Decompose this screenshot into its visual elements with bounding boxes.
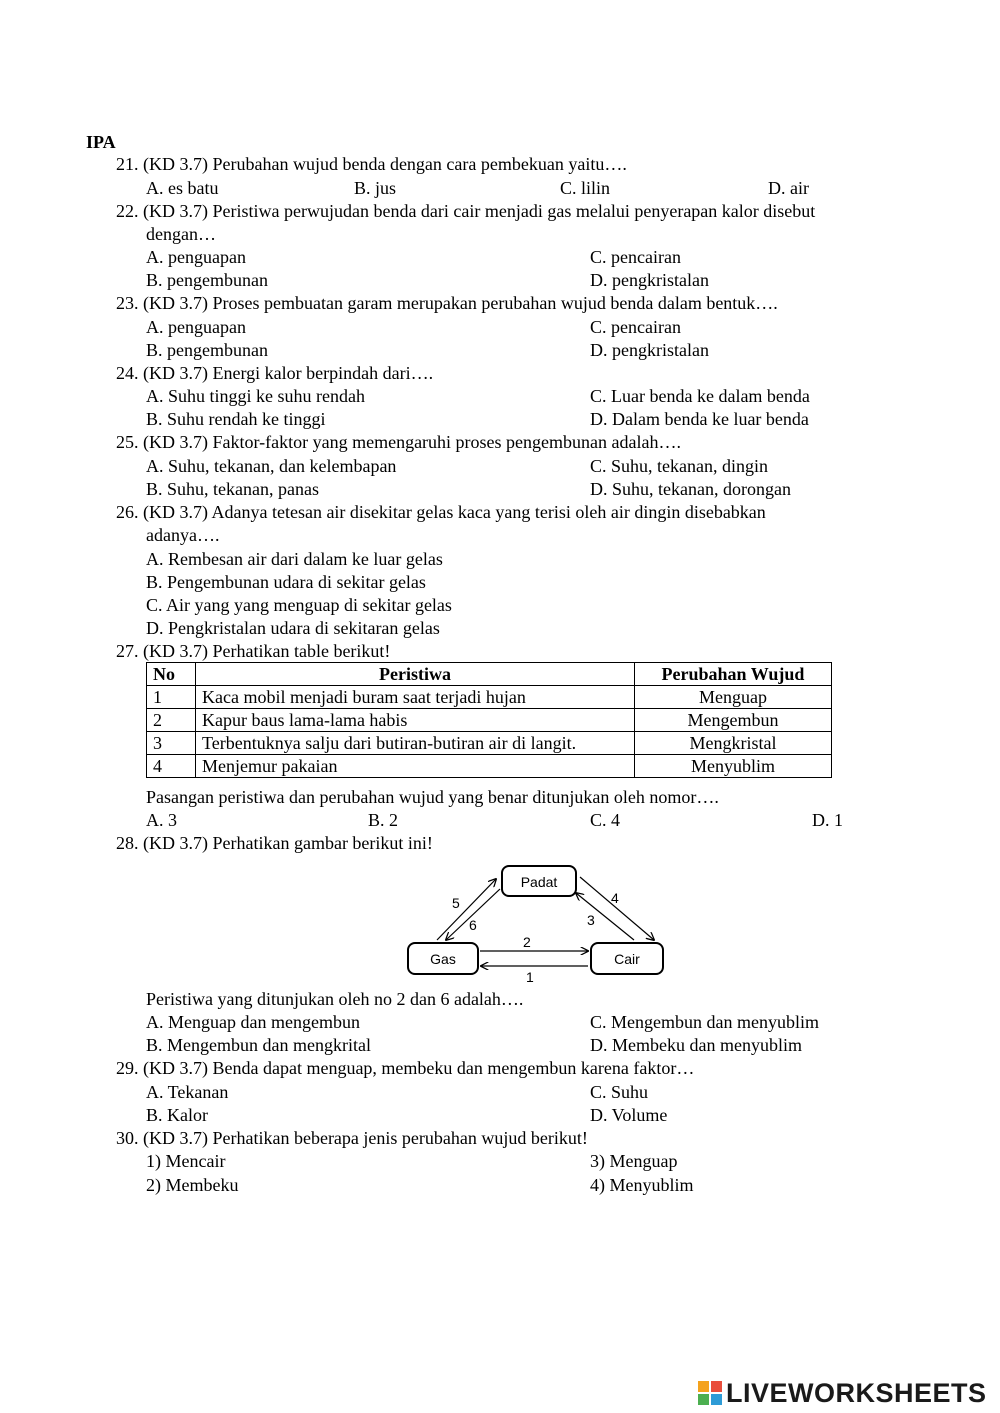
q30-item-4: 4) Menyublim xyxy=(590,1175,694,1195)
q27-option-b: B. 2 xyxy=(368,810,399,830)
q21-option-d: D. air xyxy=(768,178,809,198)
q22-stem-cont: dengan… xyxy=(146,224,216,244)
header-no: No xyxy=(147,663,196,686)
q21-option-b: B. jus xyxy=(354,178,397,198)
q30-item-2: 2) Membeku xyxy=(146,1175,239,1195)
cell-event: Kapur baus lama-lama habis xyxy=(196,709,635,732)
q29-option-a: A. Tekanan xyxy=(146,1082,229,1102)
q27-option-c: C. 4 xyxy=(590,810,621,830)
q28-stem: 28. (KD 3.7) Perhatikan gambar berikut ini! xyxy=(116,833,433,853)
q23-stem: 23. (KD 3.7) Proses pembuatan garam merupakan perubahan wujud benda dalam bentuk…. xyxy=(116,293,778,313)
q24-option-a: A. Suhu tinggi ke suhu rendah xyxy=(146,386,365,406)
q26-stem: 26. (KD 3.7) Adanya tetesan air disekitar gelas kaca yang terisi oleh air dingin disebabkan xyxy=(116,502,766,522)
q23-option-d: D. pengkristalan xyxy=(590,340,709,360)
cell-event: Kaca mobil menjadi buram saat terjadi hujan xyxy=(196,686,635,709)
q28-option-a: A. Menguap dan mengembun xyxy=(146,1012,360,1032)
cell-change: Mengembun xyxy=(635,709,832,732)
cell-no: 1 xyxy=(147,686,196,709)
q26-option-d: D. Pengkristalan udara di sekitaran gelas xyxy=(146,618,440,638)
q29-option-c: C. Suhu xyxy=(590,1082,649,1102)
q29-option-d: D. Volume xyxy=(590,1105,668,1125)
cell-change: Menyublim xyxy=(635,755,832,778)
label-4: 4 xyxy=(611,890,619,906)
header-event: Peristiwa xyxy=(196,663,635,686)
logo-square xyxy=(698,1394,709,1405)
q21-option-c: C. lilin xyxy=(560,178,611,198)
q23-option-b: B. pengembunan xyxy=(146,340,268,360)
subject-title: IPA xyxy=(86,132,116,152)
q22-option-a: A. penguapan xyxy=(146,247,246,267)
label-2: 2 xyxy=(523,934,531,950)
table-row xyxy=(147,709,832,732)
q24-stem: 24. (KD 3.7) Energi kalor berpindah dari…. xyxy=(116,363,434,383)
label-5: 5 xyxy=(452,895,460,911)
q22-stem: 22. (KD 3.7) Peristiwa perwujudan benda dari cair menjadi gas melalui penyerapan kalor disebut xyxy=(116,201,816,221)
node-gas xyxy=(408,943,478,974)
cell-change: Mengkristal xyxy=(635,732,832,755)
logo-text: LIVEWORKSHEETS xyxy=(726,1377,987,1408)
arrow-5 xyxy=(437,879,496,940)
q21-option-a: A. es batu xyxy=(146,178,219,198)
q30-item-3: 3) Menguap xyxy=(590,1151,678,1171)
q25-option-c: C. Suhu, tekanan, dingin xyxy=(590,456,768,476)
q27-question: Pasangan peristiwa dan perubahan wujud yang benar ditunjukan oleh nomor…. xyxy=(146,787,719,807)
table-header-row xyxy=(147,663,832,686)
cell-no: 3 xyxy=(147,732,196,755)
q27-table xyxy=(146,662,832,778)
cell-event: Menjemur pakaian xyxy=(196,755,635,778)
q22-option-c: C. pencairan xyxy=(590,247,681,267)
liveworksheets-logo xyxy=(698,1376,987,1410)
q26-option-c: C. Air yang yang menguap di sekitar gelas xyxy=(146,595,452,615)
cell-no: 4 xyxy=(147,755,196,778)
arrow-4 xyxy=(580,877,654,940)
q22-option-d: D. pengkristalan xyxy=(590,270,709,290)
q26-option-a: A. Rembesan air dari dalam ke luar gelas xyxy=(146,549,443,569)
q22-option-b: B. pengembunan xyxy=(146,270,268,290)
node-cair xyxy=(591,943,663,974)
cell-change: Menguap xyxy=(635,686,832,709)
q26-option-b: B. Pengembunan udara di sekitar gelas xyxy=(146,572,426,592)
logo-square xyxy=(698,1381,709,1392)
q25-option-a: A. Suhu, tekanan, dan kelembapan xyxy=(146,456,397,476)
node-padat-label: Padat xyxy=(520,874,558,890)
q30-stem: 30. (KD 3.7) Perhatikan beberapa jenis perubahan wujud berikut! xyxy=(116,1128,588,1148)
label-3: 3 xyxy=(587,912,595,928)
q28-option-c: C. Mengembun dan menyublim xyxy=(590,1012,819,1032)
q28-option-b: B. Mengembun dan mengkrital xyxy=(146,1035,371,1055)
arrow-3 xyxy=(576,893,634,940)
q28-option-d: D. Membeku dan menyublim xyxy=(590,1035,802,1055)
q25-option-d: D. Suhu, tekanan, dorongan xyxy=(590,479,791,499)
node-padat xyxy=(502,866,576,896)
logo-square xyxy=(711,1381,722,1392)
table-row xyxy=(147,732,832,755)
q29-option-b: B. Kalor xyxy=(146,1105,208,1125)
label-6: 6 xyxy=(469,917,477,933)
cell-event: Terbentuknya salju dari butiran-butiran air di langit. xyxy=(196,732,635,755)
q24-option-b: B. Suhu rendah ke tinggi xyxy=(146,409,326,429)
node-cair-label: Cair xyxy=(614,951,640,967)
q28-question: Peristiwa yang ditunjukan oleh no 2 dan 6 adalah…. xyxy=(146,989,524,1009)
q27-stem: 27. (KD 3.7) Perhatikan table berikut! xyxy=(116,641,391,661)
q27-option-a: A. 3 xyxy=(146,810,177,830)
q24-option-c: C. Luar benda ke dalam benda xyxy=(590,386,810,406)
q30-item-1: 1) Mencair xyxy=(146,1151,226,1171)
q25-option-b: B. Suhu, tekanan, panas xyxy=(146,479,319,499)
q27-option-d: D. 1 xyxy=(812,810,843,830)
state-change-diagram xyxy=(400,860,670,985)
q23-option-c: C. pencairan xyxy=(590,317,681,337)
q23-option-a: A. penguapan xyxy=(146,317,246,337)
q25-stem: 25. (KD 3.7) Faktor-faktor yang memengaruhi proses pengembunan adalah…. xyxy=(116,432,681,452)
label-1: 1 xyxy=(526,969,534,985)
header-change: Perubahan Wujud xyxy=(635,663,832,686)
logo-icon xyxy=(698,1381,722,1405)
table-row xyxy=(147,755,832,778)
cell-no: 2 xyxy=(147,709,196,732)
logo-square xyxy=(711,1394,722,1405)
q26-stem-cont: adanya…. xyxy=(146,525,220,545)
q29-stem: 29. (KD 3.7) Benda dapat menguap, membeku dan mengembun karena faktor… xyxy=(116,1058,695,1078)
node-gas-label: Gas xyxy=(430,951,456,967)
q24-option-d: D. Dalam benda ke luar benda xyxy=(590,409,809,429)
table-row xyxy=(147,686,832,709)
q21-stem: 21. (KD 3.7) Perubahan wujud benda dengan cara pembekuan yaitu…. xyxy=(116,154,627,174)
